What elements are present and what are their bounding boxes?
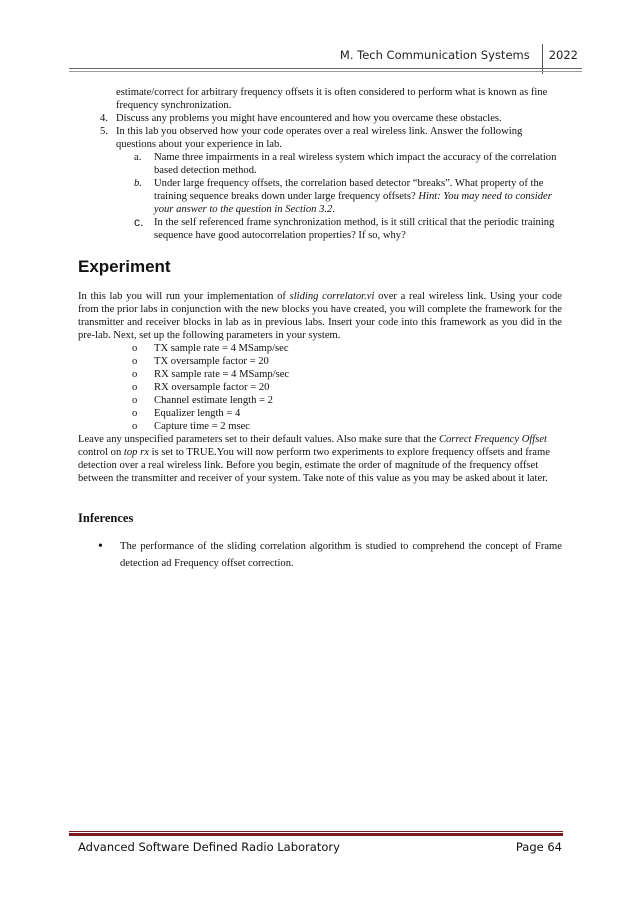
question-text: In this lab you observed how your code operates over a real wireless link. Answer the following questions about your experience in lab. [116, 126, 523, 150]
experiment-heading: Experiment [78, 257, 171, 276]
subquestion-c [78, 216, 562, 242]
footer-rule [69, 831, 563, 832]
question-4 [78, 112, 562, 125]
subquestion-text [154, 177, 562, 216]
header-separator [542, 44, 543, 74]
page-content [78, 86, 562, 572]
parameter-item [78, 368, 562, 381]
footer-course-title: Advanced Software Defined Radio Laboratory [78, 840, 340, 854]
para2-text-b: control on [78, 447, 124, 458]
continuation-line-2: frequency synchronization. [116, 100, 232, 111]
list-marker-icon: o [132, 395, 138, 406]
header-rule [69, 68, 582, 69]
question-number: 4. [100, 113, 108, 124]
para1-text-b: over a real wireless link. Using your code from the prior labs in conjunction with the new blocks you have created, you will complete the framework for the transmitter and receiver blocks in lab as in previous labs. Insert your code into this framework as you did in the pre-lab. Next, set up the following parameters in your system. [78, 291, 562, 341]
parameter-item [78, 394, 562, 407]
inference-text: The performance of the sliding correlation algorithm is studied to comprehend the concept of Frame detection ad Frequency offset correction. [120, 541, 562, 569]
vi-name: top rx [123, 447, 149, 458]
parameter-item [78, 420, 562, 433]
parameter-text: RX sample rate = 4 MSamp/sec [154, 369, 290, 380]
header-rule-secondary [69, 71, 582, 72]
list-marker-icon: o [132, 382, 138, 393]
subquestion-b [78, 177, 562, 216]
parameter-list [78, 342, 562, 433]
list-marker-icon: o [132, 369, 138, 380]
experiment-paragraph-2 [78, 433, 562, 485]
list-marker-icon: o [132, 421, 138, 432]
subquestion-label: a. [134, 152, 142, 163]
parameter-item [78, 342, 562, 355]
inferences-heading: Inferences [78, 511, 134, 525]
question-text: Discuss any problems you might have encountered and how you overcame these obstacles. [116, 113, 502, 124]
list-marker-icon: o [132, 408, 138, 419]
para2-text-a: Leave any unspecified parameters set to their default values. Also make sure that the [78, 434, 439, 445]
footer-page-number: Page 64 [515, 840, 562, 854]
parameter-item [78, 381, 562, 394]
para2-text-c: is set to TRUE.You will now perform two experiments to explore frequency offsets and frame detection over a real wireless link. Before you begin, estimate the order of magnitude of the frequency offset between the transmitter and receiver of your system. Take note of this value as you may be asked about it later. [78, 447, 550, 484]
continuation-line-1: estimate/correct for arbitrary frequency offsets it is often considered to perform what is known as fine [116, 87, 548, 98]
control-name: Correct Frequency Offset [438, 434, 548, 445]
header-title: M. Tech Communication Systems [339, 48, 530, 62]
header-year: 2022 [548, 48, 578, 62]
parameter-text: Capture time = 2 msec [154, 421, 250, 432]
question-number: 5. [100, 126, 108, 137]
bullet-icon: • [98, 539, 103, 554]
subquestion-end: . [332, 204, 335, 215]
experiment-paragraph-1 [78, 290, 562, 342]
parameter-text: TX sample rate = 4 MSamp/sec [154, 343, 289, 354]
page-header [340, 40, 578, 70]
subquestion-text: Name three impairments in a real wireless system which impact the accuracy of the correlation based detection method. [154, 152, 557, 176]
parameter-text: Equalizer length = 4 [154, 408, 241, 419]
question-5 [78, 125, 562, 151]
subquestion-hint: Hint: You may need to consider your answer to the question in Section 3.2 [154, 191, 552, 215]
subquestion-label: c. [134, 215, 144, 229]
subquestion-label: b. [134, 178, 142, 189]
question-continuation [78, 86, 562, 112]
inference-item [78, 538, 562, 572]
para1-text-a: In this lab you will run your implementation of [78, 291, 290, 302]
subquestion-body: Under large frequency offsets, the correlation based detector “breaks”. What property of the training sequence breaks down under large frequency offsets? [154, 178, 544, 202]
parameter-text: RX oversample factor = 20 [154, 382, 270, 393]
vi-filename: sliding correlator.vi [289, 291, 375, 302]
parameter-text: TX oversample factor = 20 [154, 356, 269, 367]
parameter-item [78, 407, 562, 420]
subquestion-a [78, 151, 562, 177]
list-marker-icon: o [132, 356, 138, 367]
list-marker-icon: o [132, 343, 138, 354]
footer-rule-thick [69, 833, 563, 836]
subquestion-text: In the self referenced frame synchronization method, is it still critical that the periodic training sequence have good autocorrelation properties? If so, why? [154, 217, 555, 241]
parameter-item [78, 355, 562, 368]
parameter-text: Channel estimate length = 2 [154, 395, 273, 406]
